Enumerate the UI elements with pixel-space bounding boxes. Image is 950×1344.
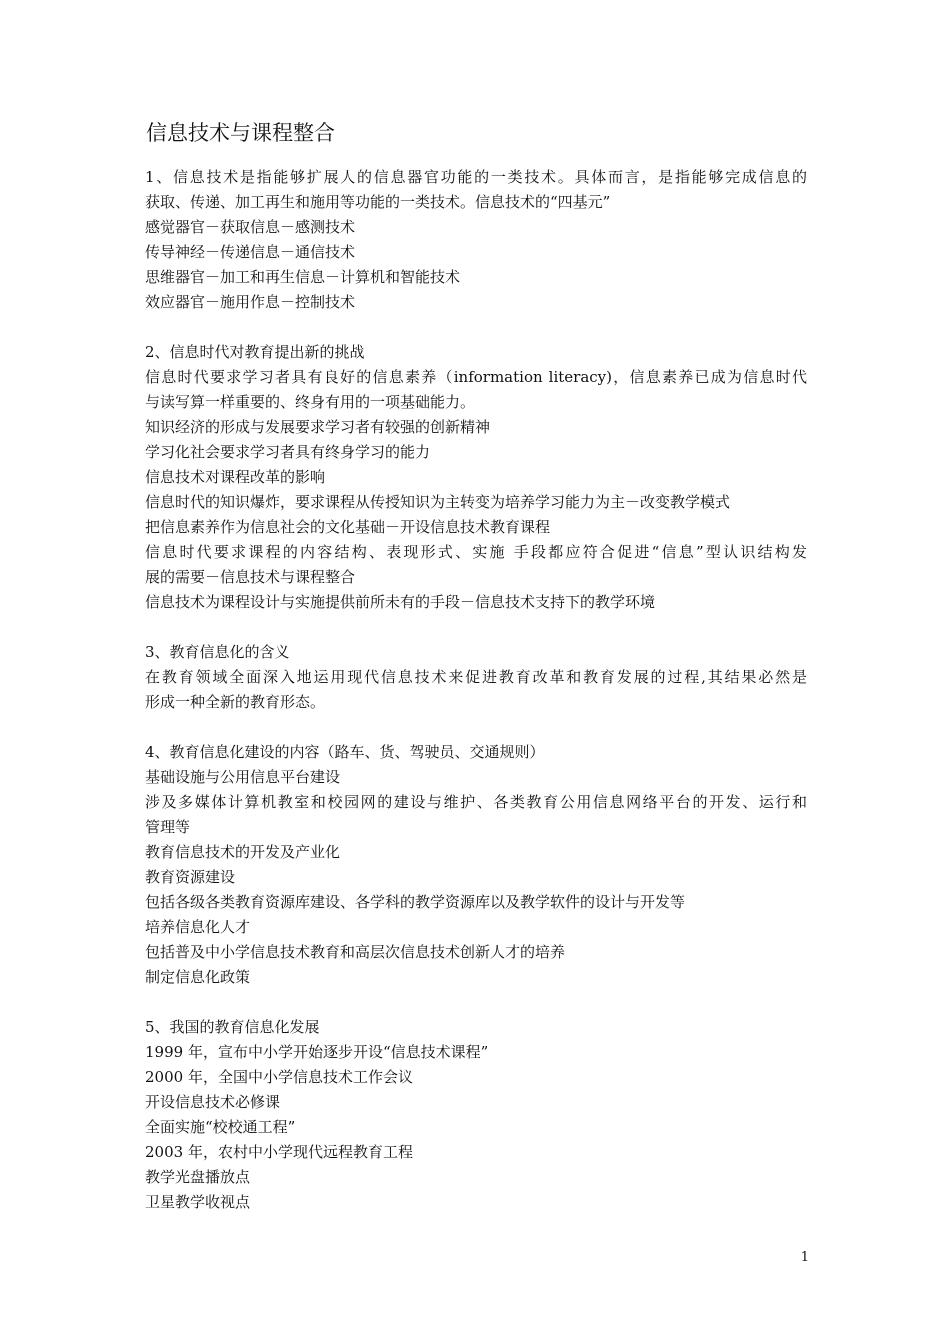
text-line: 形成一种全新的教育形态。: [145, 693, 326, 711]
text-line: 信息时代的知识爆炸，要求课程从传授知识为主转变为培养学习能力为主－改变教学模式: [145, 493, 731, 511]
text-line: 信息时代要求学习者具有良好的信息素养（information literacy)，信息素养已成为信息时代: [145, 368, 807, 386]
text-line: 学习化社会要求学习者具有终身学习的能力: [145, 443, 431, 461]
blank-line: [145, 990, 807, 1015]
text-line: 1999 年，宣布中小学开始逐步开设“信息技术课程”: [145, 1043, 489, 1061]
text-line: 4、教育信息化建设的内容（路车、货、驾驶员、交通规则）: [145, 743, 545, 761]
text-line: 与读写算一样重要的、终身有用的一项基础能力。: [145, 393, 476, 411]
text-line: 效应器官－施用作息－控制技术: [145, 293, 356, 311]
text-line: 在教育领域全面深入地运用现代信息技术来促进教育改革和教育发展的过程,其结果必然是: [145, 668, 807, 686]
text-line: 获取、传递、加工再生和施用等功能的一类技术。信息技术的“四基元”: [145, 193, 611, 211]
text-line: 涉及多媒体计算机教室和校园网的建设与维护、各类教育公用信息网络平台的开发、运行和: [145, 793, 807, 811]
text-line: 传导神经－传递信息－通信技术: [145, 243, 356, 261]
text-line: 教育资源建设: [145, 868, 236, 886]
text-line: 知识经济的形成与发展要求学习者有较强的创新精神: [145, 418, 491, 436]
text-line: 包括普及中小学信息技术教育和高层次信息技术创新人才的培养: [145, 943, 566, 961]
text-line: 把信息素养作为信息社会的文化基础－开设信息技术教育课程: [145, 518, 551, 536]
blank-line: [145, 715, 807, 740]
document-body: [145, 165, 807, 1215]
text-line: 全面实施“校校通工程”: [145, 1118, 296, 1136]
text-line: 5、我国的教育信息化发展: [145, 1018, 320, 1036]
text-line: 教育信息技术的开发及产业化: [145, 843, 341, 861]
text-line: 感觉器官－获取信息－感测技术: [145, 218, 356, 236]
text-line: 3、教育信息化的含义: [145, 643, 290, 661]
text-line: 制定信息化政策: [145, 968, 251, 986]
page-number: 1: [800, 1250, 809, 1265]
text-line: 2000 年，全国中小学信息技术工作会议: [145, 1068, 413, 1086]
text-line: 思维器官－加工和再生信息－计算机和智能技术: [145, 268, 461, 286]
text-line: 卫星教学收视点: [145, 1193, 251, 1211]
text-line: 2003 年，农村中小学现代远程教育工程: [145, 1143, 413, 1161]
text-line: 展的需要－信息技术与课程整合: [145, 568, 356, 586]
text-line: 信息技术对课程改革的影响: [145, 468, 326, 486]
text-line: 2、信息时代对教育提出新的挑战: [145, 343, 365, 361]
text-line: 1、信息技术是指能够扩展人的信息器官功能的一类技术。具体而言，是指能够完成信息的: [145, 168, 807, 186]
blank-line: [145, 615, 807, 640]
text-line: 教学光盘播放点: [145, 1168, 251, 1186]
text-line: 信息技术为课程设计与实施提供前所未有的手段－信息技术支持下的教学环境: [145, 593, 656, 611]
blank-line: [145, 315, 807, 340]
text-line: 开设信息技术必修课: [145, 1093, 281, 1111]
text-line: 信息时代要求课程的内容结构、表现形式、实施 手段都应符合促进“信息”型认识结构发: [145, 543, 807, 561]
document-title: 信息技术与课程整合: [146, 121, 335, 145]
text-line: 包括各级各类教育资源库建设、各学科的教学资源库以及教学软件的设计与开发等: [145, 893, 686, 911]
text-line: 管理等: [145, 818, 191, 836]
text-line: 基础设施与公用信息平台建设: [145, 768, 341, 786]
text-line: 培养信息化人才: [145, 918, 251, 936]
